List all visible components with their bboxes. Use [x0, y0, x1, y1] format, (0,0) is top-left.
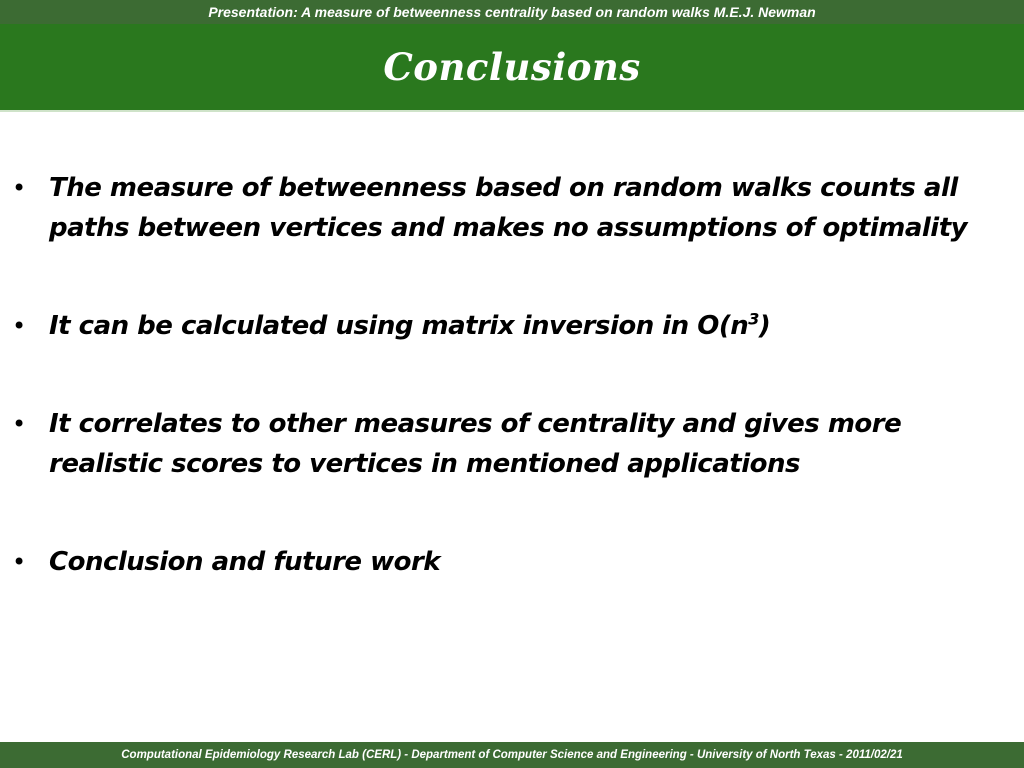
footer — [0, 742, 1024, 768]
title-bar — [0, 24, 1024, 110]
footer-text: Computational Epidemiology Research Lab (CERL) - Department of Computer Science and Engineering - University of North Texas - 2011/02/21 — [121, 749, 903, 761]
bullet-text-before: It can be calculated using matrix inversion in O(n — [49, 311, 749, 341]
presentation-header — [0, 0, 1024, 24]
bullet-superscript: 3 — [748, 309, 759, 329]
slide-title: Conclusions — [383, 45, 641, 89]
bullet-text: Conclusion and future work — [49, 547, 441, 577]
bullet-text: The measure of betweenness based on random walks counts all paths between vertices and makes no assumptions of optimality — [49, 173, 968, 243]
bullet-text: It correlates to other measures of centrality and gives more realistic scores to vertices in mentioned applications — [49, 409, 902, 479]
bullet-dot-icon: • — [12, 410, 26, 438]
bullet-item-2 — [0, 306, 1024, 346]
bullet-item-3 — [0, 404, 1024, 484]
bullet-dot-icon: • — [12, 312, 26, 340]
title-divider — [0, 110, 1024, 112]
presentation-line: Presentation: A measure of betweenness centrality based on random walks M.E.J. Newman — [208, 4, 816, 20]
bullet-item-4 — [0, 542, 1024, 582]
bullet-text-after: ) — [758, 311, 771, 341]
bullet-item-1 — [0, 168, 1024, 248]
bullet-list — [0, 160, 1024, 582]
bullet-dot-icon: • — [12, 174, 26, 202]
bullet-dot-icon: • — [12, 548, 26, 576]
